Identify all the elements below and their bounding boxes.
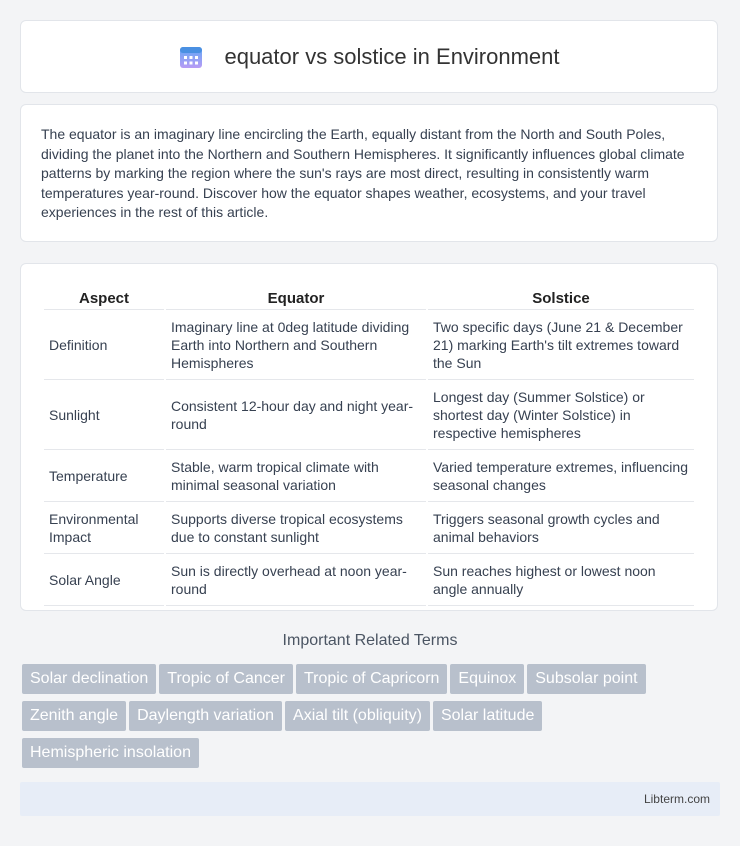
term-tag[interactable]: Solar latitude [433,701,542,731]
cell-solstice: Varied temperature extremes, influencing seasonal changes [428,452,694,502]
term-tag[interactable]: Tropic of Cancer [159,664,293,694]
term-tag[interactable]: Solar declination [22,664,156,694]
cell-aspect: Definition [44,312,164,380]
cell-solstice: Triggers seasonal growth cycles and animal behaviors [428,504,694,554]
cell-equator: Consistent 12-hour day and night year-round [166,382,426,450]
term-tag[interactable]: Axial tilt (obliquity) [285,701,430,731]
footer-brand-link[interactable]: Libterm.com [643,792,710,806]
table-row [44,452,694,502]
cell-equator: Imaginary line at 0deg latitude dividing Earth into Northern and Southern Hemispheres [166,312,426,380]
cell-aspect: Temperature [44,452,164,502]
footer [20,782,720,816]
intro-text: The equator is an imaginary line encircling the Earth, equally distant from the North and South Poles, dividing the planet into the Northern and Southern Hemispheres. It significantly influences global climate patterns by marking the region where the sun's rays are most direct, resulting in consistently warm temperatures year-round. Discover how the equator shapes weather, ecosystems, and your travel experiences in the rest of this article. [41,126,685,220]
cell-aspect: Solar Angle [44,556,164,606]
term-tag[interactable]: Equinox [450,664,524,694]
table-row [44,382,694,450]
term-tag[interactable]: Subsolar point [527,664,645,694]
table-row [44,504,694,554]
term-tag[interactable]: Daylength variation [129,701,282,731]
header-aspect: Aspect [44,286,164,310]
table-header-row [44,286,694,310]
table-row [44,312,694,380]
cell-equator: Supports diverse tropical ecosystems due to constant sunlight [166,504,426,554]
term-tag[interactable]: Tropic of Capricorn [296,664,447,694]
related-terms-list [22,664,712,775]
comparison-card [20,263,718,611]
header-card [20,20,718,93]
page-title: equator vs solstice in Environment [224,43,560,69]
term-tag[interactable]: Hemispheric insolation [22,738,199,768]
cell-solstice: Two specific days (June 21 & December 21) marking Earth's tilt extremes toward the Sun [428,312,694,380]
cell-equator: Stable, warm tropical climate with minimal seasonal variation [166,452,426,502]
header-equator: Equator [166,286,426,310]
cell-aspect: Environmental Impact [44,504,164,554]
cell-solstice: Sun reaches highest or lowest noon angle annually [428,556,694,606]
cell-equator: Sun is directly overhead at noon year-round [166,556,426,606]
cell-solstice: Longest day (Summer Solstice) or shortest day (Winter Solstice) in respective hemispheres [428,382,694,450]
comparison-table [42,284,696,608]
cell-aspect: Sunlight [44,382,164,450]
term-tag[interactable]: Zenith angle [22,701,126,731]
calendar-icon [178,44,204,70]
table-row [44,556,694,606]
header-solstice: Solstice [428,286,694,310]
related-terms-title: Important Related Terms [282,632,458,649]
intro-card [20,104,718,242]
